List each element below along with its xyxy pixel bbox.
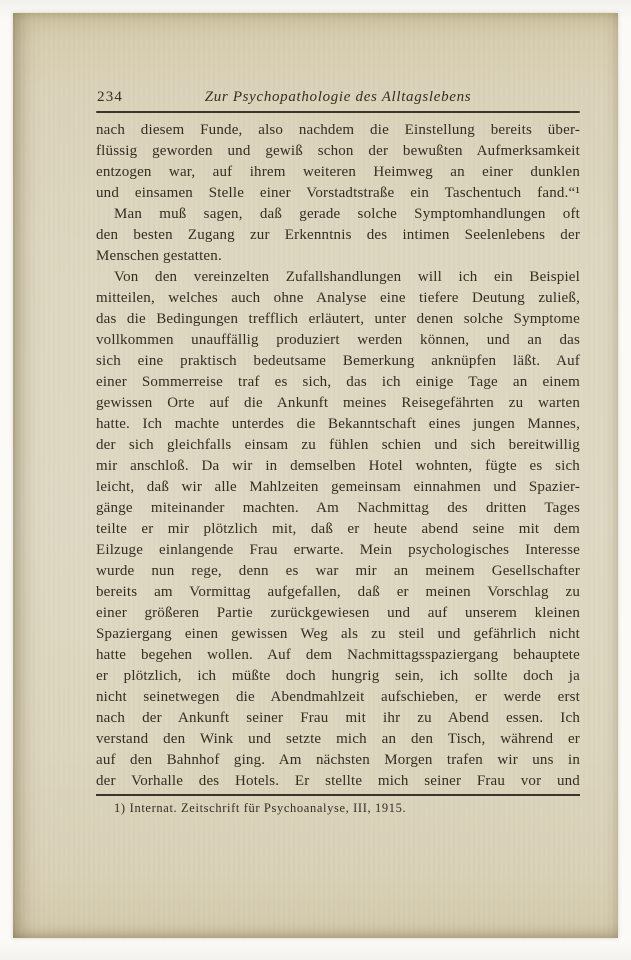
text-line: flüssig geworden und gewiß schon der bewußten Aufmerksamkeit xyxy=(96,143,580,159)
text-line: er plötzlich, ich müßte doch hungrig sein, ich sollte doch ja xyxy=(96,668,580,684)
text-line: wurde nun rege, denn es war mir an meinem Gesellschafter xyxy=(96,563,580,579)
running-title: Zur Psychopathologie des Alltagslebens xyxy=(204,89,472,105)
text-line: Man muß sagen, daß gerade solche Symptomhandlungen oft xyxy=(114,206,580,222)
text-line: den besten Zugang zur Erkenntnis des intimen Seelenlebens der xyxy=(96,227,580,243)
text-line: Von den vereinzelten Zufallshandlungen will ich ein Beispiel xyxy=(114,269,580,285)
book-page xyxy=(13,13,618,938)
text-line: teilte er mir plötzlich mit, daß er heute abend seine mit dem xyxy=(96,521,580,537)
text-line: hatte. Ich machte unterdes die Bekanntschaft eines jungen Mannes, xyxy=(96,416,580,432)
text-line: vollkommen unauffällig produziert werden können, und an das xyxy=(96,332,580,348)
text-line: Eilzuge einlangende Frau erwarte. Mein psychologisches Interesse xyxy=(96,542,580,558)
footnote-rule xyxy=(96,794,580,796)
page-header xyxy=(96,88,580,107)
footnote xyxy=(96,800,580,816)
text-line: gewissen Orte auf die Ankunft meines Reisegefährten zu warten xyxy=(96,395,580,411)
text-line: entzogen war, auf ihrem weiteren Heimweg an einer dunklen xyxy=(96,164,580,180)
text-line: leicht, daß wir alle Mahlzeiten gemeinsam einnahmen und Spazier- xyxy=(96,479,580,495)
text-line: sich eine praktisch bedeutsame Bemerkung anknüpfen läßt. Auf xyxy=(96,353,580,369)
text-line: auf den Bahnhof ging. Am nächsten Morgen trafen wir uns in xyxy=(96,752,580,768)
header-rule xyxy=(96,111,580,113)
text-line: nach diesem Funde, also nachdem die Einstellung bereits über- xyxy=(96,122,580,138)
text-line: bereits am Vormittag aufgefallen, daß er meinen Vorschlag zu xyxy=(96,584,580,600)
text-line: mitteilen, welches auch ohne Analyse eine tiefere Deutung zuließ, xyxy=(96,290,580,306)
text-line: gänge miteinander machten. Am Nachmittag des dritten Tages xyxy=(96,500,580,516)
text-line: das die Bedingungen trefflich erläutert, unter denen solche Symptome xyxy=(96,311,580,327)
footnote-text: Internat. Zeitschrift für Psychoanalyse, III, 1915. xyxy=(129,801,407,815)
text-line: der Vorhalle des Hotels. Er stellte mich seiner Frau vor und xyxy=(96,773,580,789)
page-number: 234 xyxy=(97,89,124,105)
text-line: einer größeren Partie zurückgewiesen und auf unserem kleinen xyxy=(96,605,580,621)
text-line: Spaziergang einen gewissen Weg als zu steil und gefährlich nicht xyxy=(96,626,580,642)
body-text xyxy=(96,120,580,792)
text-line: verstand den Wink und setzte mich an den Tisch, während er xyxy=(96,731,580,747)
text-line: einer Sommerreise traf es sich, das ich einige Tage an einem xyxy=(96,374,580,390)
text-line: mir anschloß. Da wir in demselben Hotel wohnten, fügte es sich xyxy=(96,458,580,474)
text-line: Menschen gestatten. xyxy=(96,248,222,264)
text-line: nicht seinetwegen die Abendmahlzeit aufschieben, er werde erst xyxy=(96,689,580,705)
text-line: hatte begehen wollen. Auf dem Nachmittagsspaziergang behauptete xyxy=(96,647,580,663)
text-line: und einsamen Stelle einer Vorstadtstraße ein Taschentuch fand.“¹ xyxy=(96,185,580,201)
text-line: der sich gleichfalls einsam zu fühlen schien und sich bereitwillig xyxy=(96,437,580,453)
footnote-marker: 1) xyxy=(114,801,126,815)
text-line: nach der Ankunft seiner Frau mit ihr zu Abend essen. Ich xyxy=(96,710,580,726)
